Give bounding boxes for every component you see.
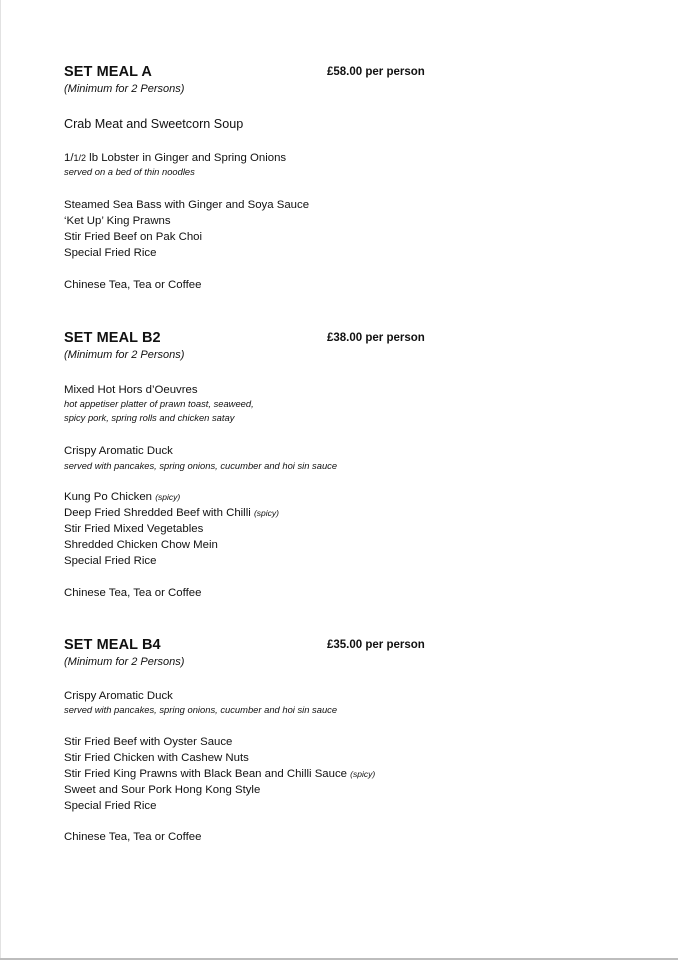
dish-name: Kung Po Chicken [64, 491, 153, 503]
duck-dish: Crispy Aromatic Duck [64, 445, 173, 457]
lobster-dish [64, 151, 286, 165]
dish-name: Deep Fried Shredded Beef with Chilli [64, 507, 251, 519]
spicy-note: (spicy) [155, 492, 181, 502]
main-dish: Special Fried Rice [64, 800, 157, 812]
meal-title: SET MEAL B4 [64, 637, 161, 653]
drinks: Chinese Tea, Tea or Coffee [64, 587, 202, 599]
starter-description: hot appetiser platter of prawn toast, seaweed, [64, 398, 254, 409]
duck-description: served with pancakes, spring onions, cucumber and hoi sin sauce [64, 704, 338, 715]
duck-description: served with pancakes, spring onions, cucumber and hoi sin sauce [64, 460, 338, 471]
starter-description: spicy pork, spring rolls and chicken satay [64, 412, 235, 423]
duck-dish: Crispy Aromatic Duck [64, 690, 173, 702]
lobster-fraction: 1/2 [73, 153, 87, 163]
starter-dish: Crab Meat and Sweetcorn Soup [64, 117, 244, 131]
main-dish: Stir Fried Beef with Oyster Sauce [64, 736, 233, 748]
drinks: Chinese Tea, Tea or Coffee [64, 831, 202, 843]
lobster-description: served on a bed of thin noodles [64, 166, 195, 177]
main-dish: ‘Ket Up’ King Prawns [64, 215, 171, 227]
main-dish [64, 767, 375, 781]
main-dish: Steamed Sea Bass with Ginger and Soya Sauce [64, 199, 310, 211]
meal-minimum: (Minimum for 2 Persons) [64, 349, 185, 361]
main-dish: Stir Fried Chicken with Cashew Nuts [64, 752, 249, 764]
dish-name: Stir Fried King Prawns with Black Bean and Chilli Sauce [64, 768, 347, 780]
meal-price: £58.00 per person [327, 66, 425, 78]
meal-title: SET MEAL A [64, 64, 153, 80]
meal-price: £35.00 per person [327, 639, 425, 651]
main-dish: Shredded Chicken Chow Mein [64, 539, 218, 551]
starter-dish: Mixed Hot Hors d’Oeuvres [64, 384, 198, 396]
main-dish [64, 506, 279, 520]
spicy-note: (spicy) [253, 508, 279, 518]
main-dish: Special Fried Rice [64, 247, 157, 259]
lobster-quantity: 1/ [64, 152, 74, 164]
main-dish: Stir Fried Mixed Vegetables [64, 523, 204, 535]
page-edge [0, 0, 1, 960]
main-dish: Stir Fried Beef on Pak Choi [64, 231, 203, 243]
spicy-note: (spicy) [350, 769, 376, 779]
main-dish: Special Fried Rice [64, 555, 157, 567]
meal-price: £38.00 per person [327, 332, 425, 344]
main-dish [64, 490, 180, 504]
meal-minimum: (Minimum for 2 Persons) [64, 83, 185, 95]
main-dish: Sweet and Sour Pork Hong Kong Style [64, 784, 261, 796]
lobster-name: lb Lobster in Ginger and Spring Onions [86, 152, 287, 164]
drinks: Chinese Tea, Tea or Coffee [64, 279, 202, 291]
meal-minimum: (Minimum for 2 Persons) [64, 656, 185, 668]
meal-title: SET MEAL B2 [64, 330, 161, 346]
